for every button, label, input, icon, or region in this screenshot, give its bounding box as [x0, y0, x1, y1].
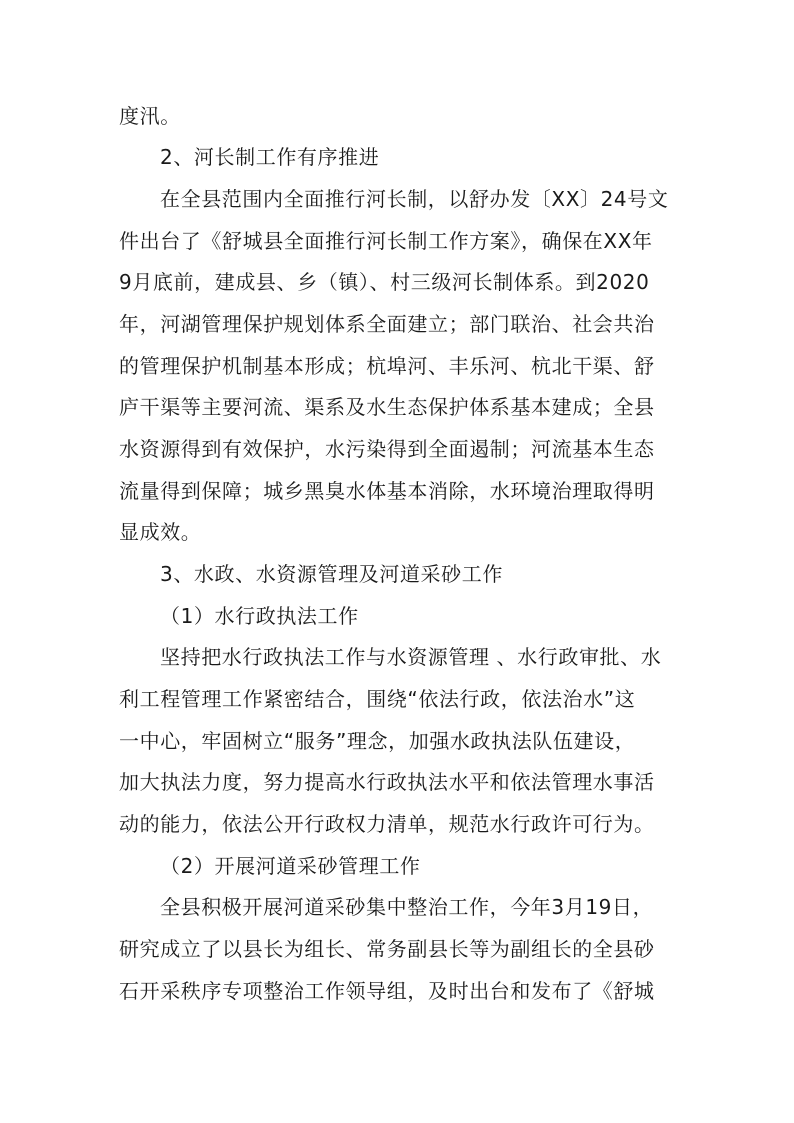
- paragraph-line: 研究成立了以县长为组长、常务副县长等为副组长的全县砂: [119, 937, 655, 961]
- paragraph-line: 利工程管理工作紧密结合，围绕“依法行政，依法治水”这: [119, 687, 636, 711]
- paragraph-line: 显成效。: [119, 520, 202, 544]
- paragraph-line: 石开采秩序专项整治工作领导组，及时出台和发布了《舒城: [119, 979, 655, 1003]
- subsection-heading: （2）开展河道采砂管理工作: [160, 854, 421, 878]
- paragraph-line: 9月底前，建成县、乡（镇）、村三级河长制体系。到2020: [119, 270, 650, 294]
- section-heading: 2、河长制工作有序推进: [160, 145, 380, 169]
- section-heading: 3、水政、水资源管理及河道采砂工作: [160, 562, 503, 586]
- subsection-heading: （1）水行政执法工作: [160, 604, 359, 628]
- paragraph-line: 年，河湖管理保护规划体系全面建立；部门联治、社会共治: [119, 312, 655, 336]
- paragraph-line: 水资源得到有效保护，水污染得到全面遏制；河流基本生态: [119, 437, 655, 461]
- paragraph-line: 庐干渠等主要河流、渠系及水生态保护体系基本建成；全县: [119, 395, 655, 419]
- paragraph-line: 一中心，牢固树立“服务”理念，加强水政执法队伍建设，: [119, 729, 636, 753]
- text-line: 度汛。: [119, 104, 181, 128]
- paragraph-line: 加大执法力度，努力提高水行政执法水平和依法管理水事活: [119, 770, 655, 794]
- paragraph-line: 全县积极开展河道采砂集中整治工作，今年3月19日，: [160, 895, 654, 919]
- paragraph-line: 在全县范围内全面推行河长制，以舒办发〔XX〕24号文: [160, 187, 669, 211]
- paragraph-line: 的管理保护机制基本形成；杭埠河、丰乐河、杭北干渠、舒: [119, 354, 655, 378]
- paragraph-line: 坚持把水行政执法工作与水资源管理 、水行政审批、水: [160, 645, 662, 669]
- paragraph-line: 动的能力，依法公开行政权力清单，规范水行政许可行为。: [119, 812, 655, 836]
- paragraph-line: 件出台了《舒城县全面推行河长制工作方案》，确保在XX年: [119, 229, 653, 253]
- paragraph-line: 流量得到保障；城乡黑臭水体基本消除，水环境治理取得明: [119, 479, 655, 503]
